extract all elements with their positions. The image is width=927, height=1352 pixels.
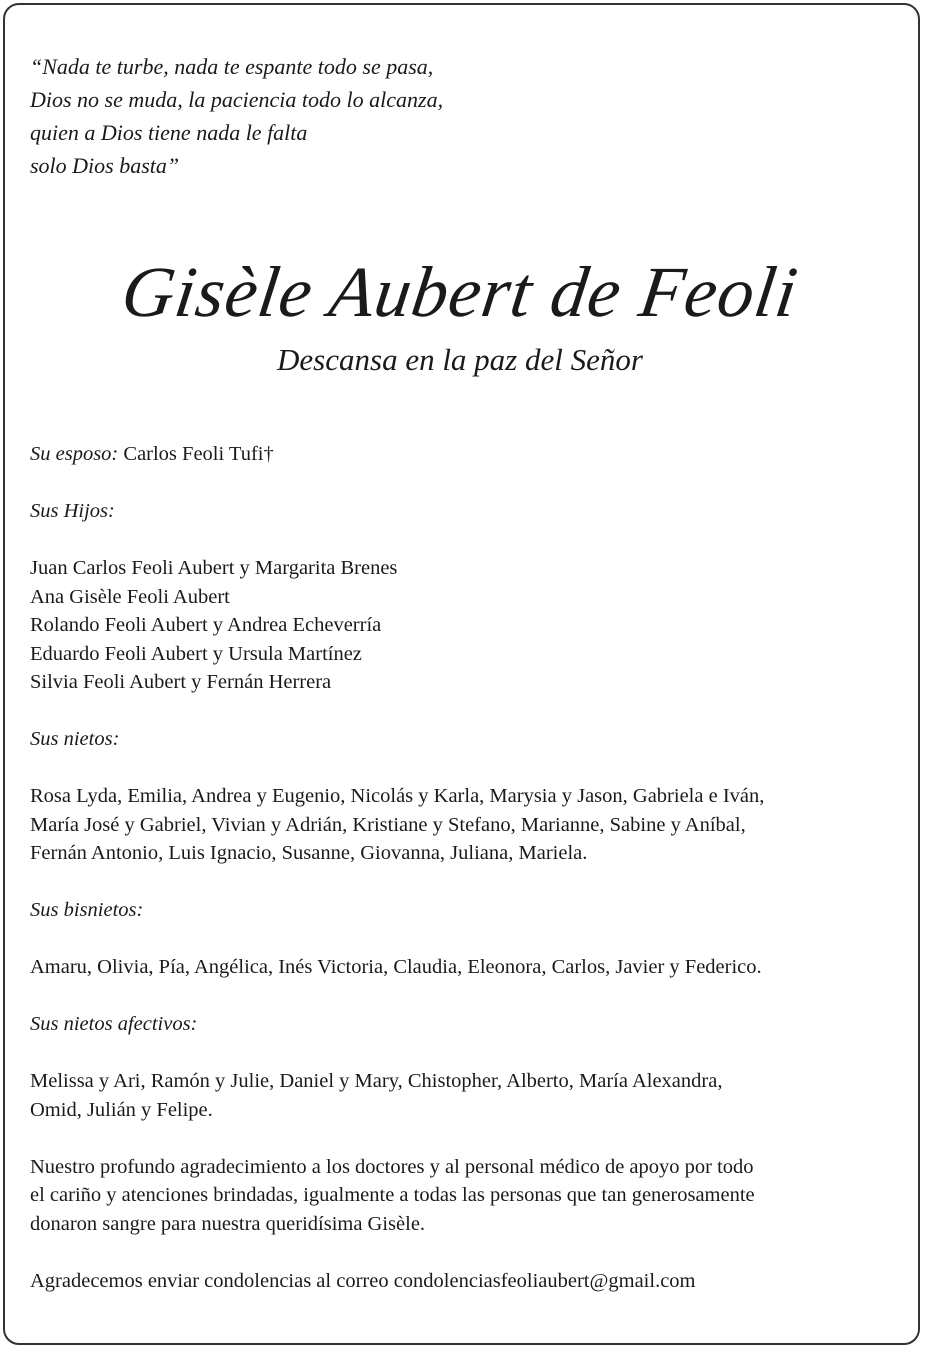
child-line: Rolando Feoli Aubert y Andrea Echeverría [30,614,382,636]
grandchildren-section [30,725,890,868]
child-line: Silvia Feoli Aubert y Fernán Herrera [30,671,332,693]
grandchildren-line: Rosa Lyda, Emilia, Andrea y Eugenio, Nicolás y Karla, Marysia y Jason, Gabriela e Iván, [30,785,765,807]
child-line: Juan Carlos Feoli Aubert y Margarita Brenes [30,557,398,579]
grandchildren-line: Fernán Antonio, Luis Ignacio, Susanne, Giovanna, Juliana, Mariela. [30,842,588,864]
grandchildren-line: María José y Gabriel, Vivian y Adrián, Kristiane y Stefano, Marianne, Sabine y Aníbal, [30,813,746,836]
child-line: Eduardo Feoli Aubert y Ursula Martínez [30,642,362,665]
grandchildren-label: Sus nietos: [30,728,120,750]
obituary-body [30,440,890,1295]
epigraph-line: Dios no se muda, la paciencia todo lo alcanza, [30,87,444,112]
thanks-line: donaron sangre para nuestra queridísima Gisèle. [30,1212,426,1235]
affective-grandchildren-section [30,1010,890,1124]
thanks-line: Nuestro profundo agradecimiento a los doctores y al personal médico de apoyo por todo [30,1155,754,1178]
rest-in-peace-subtitle: Descansa en la paz del Señor [277,342,643,377]
affective-grandchildren-line: Omid, Julián y Felipe. [30,1098,213,1121]
condolences-note: Agradecemos enviar condolencias al correo condolenciasfeoliaubert@gmail.com [30,1269,696,1292]
spouse-label: Su esposo: [30,443,119,465]
thanks-line: el cariño y atenciones brindadas, igualmente a todas las personas que tan generosamente [30,1184,755,1206]
epigraph-quote [30,50,890,182]
epigraph-line: solo Dios basta” [30,153,180,178]
thanks-section [30,1153,890,1239]
great-grandchildren-line: Amaru, Olivia, Pía, Angélica, Inés Victoria, Claudia, Eleonora, Carlos, Javier y Federico. [30,956,762,978]
child-line: Ana Gisèle Feoli Aubert [30,585,230,608]
great-grandchildren-label: Sus bisnietos: [30,899,144,921]
affective-grandchildren-label: Sus nietos afectivos: [30,1013,198,1035]
obituary-content [30,50,890,1295]
spouse-name: Carlos Feoli Tufi† [123,443,274,465]
epigraph-line: quien a Dios tiene nada le falta [30,120,308,145]
affective-grandchildren-line: Melissa y Ari, Ramón y Julie, Daniel y Mary, Chistopher, Alberto, María Alexandra, [30,1070,723,1092]
deceased-name: Gisèle Aubert de Feoli [117,252,803,332]
children-section [30,497,890,697]
children-label: Sus Hijos: [30,500,115,522]
epigraph-line: “Nada te turbe, nada te espante todo se pasa, [30,54,434,79]
spouse-section [30,440,890,469]
great-grandchildren-section [30,896,890,982]
